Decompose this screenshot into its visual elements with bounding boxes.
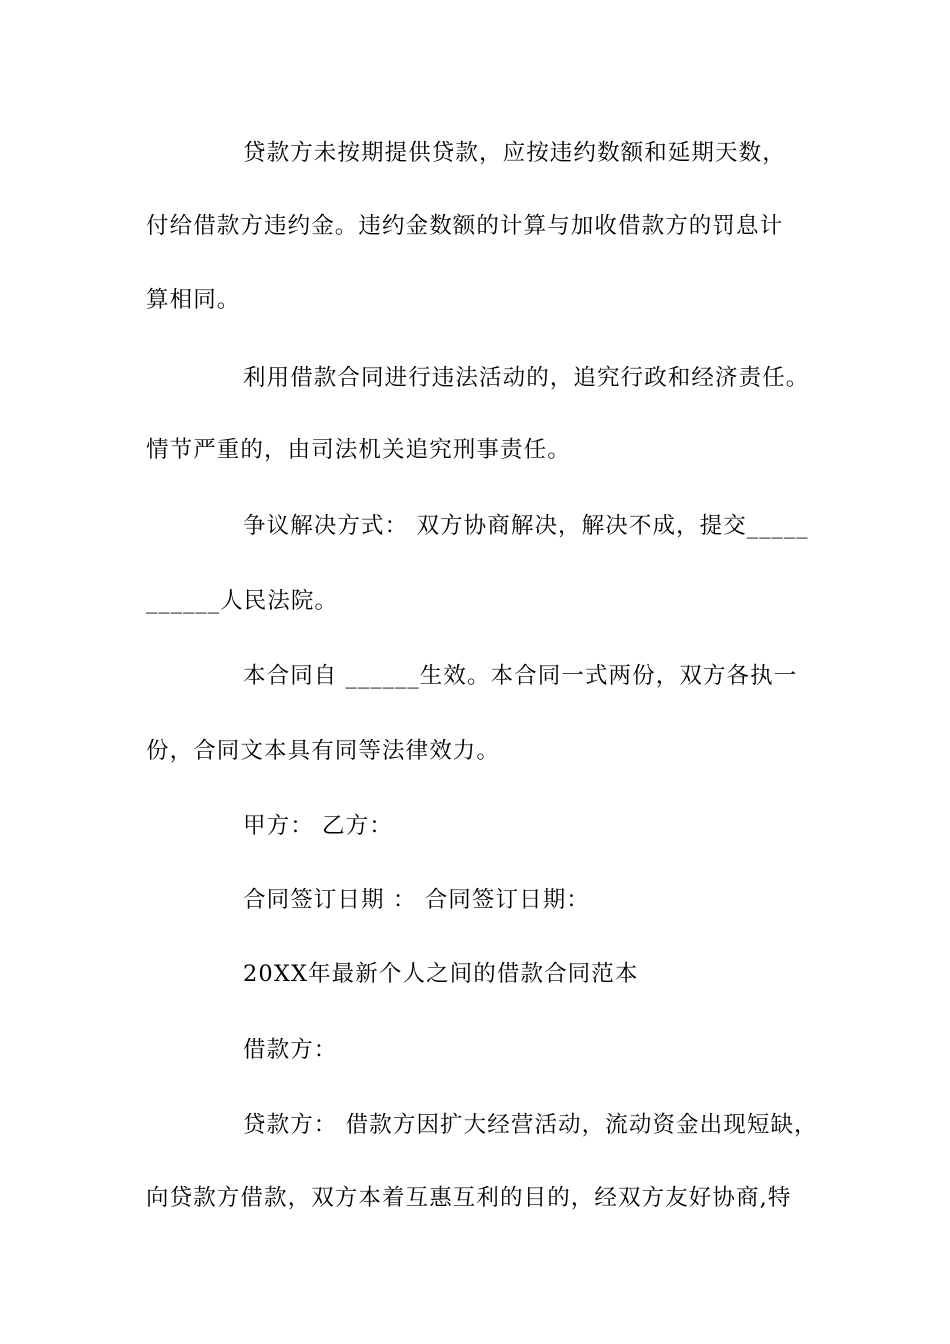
paragraph-line: 贷款方未按期提供贷款，应按违约数额和延期天数， [243, 140, 786, 166]
paragraph-line: 情节严重的，由司法机关追究刑事责任。 [146, 437, 571, 463]
party-labels: 甲方： 乙方： [243, 813, 393, 839]
paragraph-line: 向贷款方借款，双方本着互惠互利的目的，经双方友好协商,特 [146, 1185, 792, 1211]
paragraph-line: 付给借款方违约金。违约金数额的计算与加收借款方的罚息计 [146, 213, 784, 239]
paragraph-line: 争议解决方式： 双方协商解决，解决不成，提交_____ [243, 513, 809, 539]
paragraph-line: 本合同自 ______生效。本合同一式两份，双方各执一 [243, 663, 798, 689]
paragraph-line: 算相同。 [146, 287, 241, 313]
signing-date-labels: 合同签订日期 ： 合同签订日期： [243, 887, 590, 913]
borrower-label: 借款方： [243, 1037, 338, 1063]
section-title: 20XX年最新个人之间的借款合同范本 [243, 961, 639, 987]
paragraph-line: 利用借款合同进行违法活动的，追究行政和经济责任。 [243, 365, 810, 391]
paragraph-line: 份，合同文本具有同等法律效力。 [146, 738, 501, 764]
paragraph-line: 贷款方： 借款方因扩大经营活动，流动资金出现短缺， [243, 1112, 818, 1138]
paragraph-line: ______人民法院。 [146, 588, 339, 614]
